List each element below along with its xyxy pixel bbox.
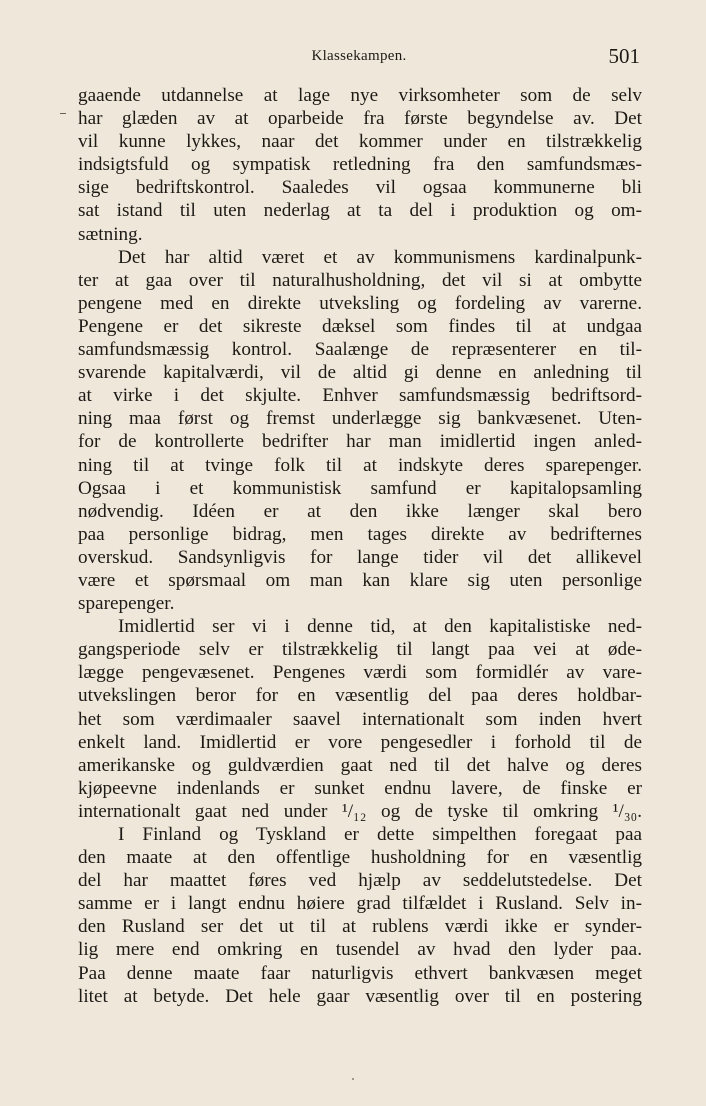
paragraph-start-line: Imidlertid ser vi i denne tid, at den kapitalistiske ned- xyxy=(118,616,642,638)
text-line: amerikanske og guldværdien gaat ned til det halve og deres xyxy=(78,754,642,776)
text-line: ning maa først og fremst underlægge sig bankvæsenet. Uten- xyxy=(78,408,642,430)
text-line: den maate at den offentlige husholdning for en væsentlig xyxy=(78,847,642,869)
text-line: ning til at tvinge folk til at indskyte deres sparepenger. xyxy=(78,454,642,476)
text-line: het som værdimaaler saavel internationalt som inden hvert xyxy=(78,708,642,730)
text-line: internationalt gaat ned under ¹/₁₂ og de tyske til omkring ¹/₃₀. xyxy=(78,800,642,822)
text-line: del har maattet føres ved hjælp av seddelutstedelse. Det xyxy=(78,870,642,892)
text-line: sige bedriftskontrol. Saaledes vil ogsaa kommunerne bli xyxy=(78,177,642,199)
text-line: Pengene er det sikreste dæksel som findes til at undgaa xyxy=(78,315,642,337)
text-line: sparepenger. xyxy=(78,593,175,615)
text-line: ter at gaa over til naturalhusholdning, det vil si at ombytte xyxy=(78,269,642,291)
text-line: enkelt land. Imidlertid er vore pengesedler i forhold til de xyxy=(78,731,642,753)
text-line: lægge pengevæsenet. Pengenes værdi som formidlér av vare- xyxy=(78,662,642,684)
body-text xyxy=(78,84,642,1008)
text-line: svarende kapitalværdi, vil de altid gi denne en anledning til xyxy=(78,362,642,384)
text-line: være et spørsmaal om man kan klare sig uten personlige xyxy=(78,569,642,591)
page-header xyxy=(78,44,640,72)
margin-mark xyxy=(60,113,66,114)
text-line: at virke i det skjulte. Enhver samfundsmæssig bedriftsord- xyxy=(78,385,642,407)
text-line: for de kontrollerte bedrifter har man imidlertid ingen anled- xyxy=(78,431,642,453)
text-line: samfundsmæssig kontrol. Saalænge de repræsenterer en til- xyxy=(78,339,642,361)
text-line: pengene med en direkte utveksling og fordeling av varerne. xyxy=(78,292,642,314)
text-line: paa personlige bidrag, men tages direkte av bedrifternes xyxy=(78,523,642,545)
text-line: Paa denne maate faar naturligvis ethvert bankvæsen meget xyxy=(78,962,642,984)
text-line: samme er i langt endnu høiere grad tilfældet i Rusland. Selv in- xyxy=(78,893,642,915)
paragraph-start-line: I Finland og Tyskland er dette simpelthen foregaat paa xyxy=(118,824,642,845)
paragraph-start-line: Det har altid været et av kommunismens kardinalpunk- xyxy=(118,246,642,268)
text-line: lig mere end omkring en tusendel av hvad den lyder paa. xyxy=(78,939,642,961)
text-line: gangsperiode selv er tilstrækkelig til langt paa vei at øde- xyxy=(78,639,642,661)
text-line: vil kunne lykkes, naar det kommer under en tilstrækkelig xyxy=(78,131,642,153)
page-speck xyxy=(352,1078,354,1080)
running-title: Klassekampen. xyxy=(311,48,407,64)
text-line: gaaende utdannelse at lage nye virksomheter som de selv xyxy=(78,85,642,106)
text-line: utvekslingen beror for en væsentlig del paa deres holdbar- xyxy=(78,685,642,707)
text-line: overskud. Sandsynligvis for lange tider vil det allikevel xyxy=(78,546,642,568)
text-line: har glæden av at oparbeide fra første begyndelse av. Det xyxy=(78,108,642,130)
text-line: kjøpeevne indenlands er sunket endnu lavere, de finske er xyxy=(78,777,642,799)
text-line: nødvendig. Idéen er at den ikke længer skal bero xyxy=(78,500,642,522)
text-line: sat istand til uten nederlag at ta del i produktion og om- xyxy=(78,200,642,222)
text-line: sætning. xyxy=(78,223,143,245)
text-line: litet at betyde. Det hele gaar væsentlig over til en postering xyxy=(78,985,642,1007)
text-line: indsigtsfuld og sympatisk retledning fra den samfundsmæs- xyxy=(78,154,642,176)
text-line: Ogsaa i et kommunistisk samfund er kapitalopsamling xyxy=(78,477,642,499)
page-number: 501 xyxy=(608,44,640,68)
text-line: den Rusland ser det ut til at rublens værdi ikke er synder- xyxy=(78,916,642,938)
